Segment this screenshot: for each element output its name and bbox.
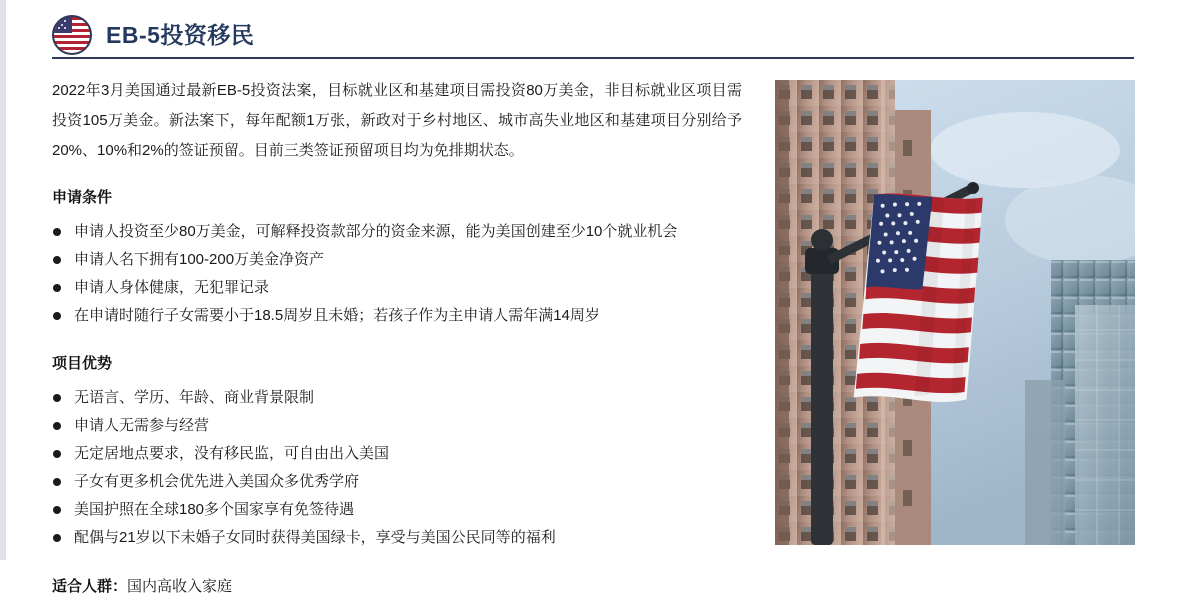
list-item bbox=[52, 524, 742, 552]
bullet-dot-icon bbox=[53, 284, 61, 292]
list-item bbox=[52, 440, 742, 468]
bullet-dot-icon bbox=[53, 228, 61, 236]
bullet-dot-icon bbox=[53, 478, 61, 486]
us-flag-cityscape-photo bbox=[775, 80, 1135, 545]
list-item bbox=[52, 384, 742, 412]
bullet-dot-icon bbox=[53, 422, 61, 430]
list-item bbox=[52, 246, 742, 274]
list-item-text: 申请人身体健康，无犯罪记录 bbox=[74, 279, 270, 296]
list-item bbox=[52, 412, 742, 440]
header-divider bbox=[52, 57, 1134, 59]
list-item bbox=[52, 496, 742, 524]
left-accent-bar bbox=[0, 0, 6, 560]
list-item-text: 子女有更多机会优先进入美国众多优秀学府 bbox=[74, 473, 360, 490]
list-item-text: 申请人投资至少80万美金，可解释投资款部分的资金来源，能为美国创建至少10个就业机会 bbox=[74, 223, 678, 240]
page-title: EB-5投资移民 bbox=[106, 21, 255, 48]
list-item-text: 配偶与21岁以下未婚子女同时获得美国绿卡，享受与美国公民同等的福利 bbox=[74, 529, 556, 546]
bullet-dot-icon bbox=[53, 394, 61, 402]
list-item-text: 申请人无需参与经营 bbox=[74, 417, 210, 434]
bullet-dot-icon bbox=[53, 506, 61, 514]
list-item-text: 申请人名下拥有100-200万美金净资产 bbox=[74, 251, 325, 268]
intro-paragraph: 2022年3月美国通过最新EB-5投资法案，目标就业区和基建项目需投资80万美金，非目标就业区项目需投资105万美金。新法案下，每年配额1万张，新政对于乡村地区、城市高失业地区和基建项目分别给予20%、10%和2%的签证预留。目前三类签证预留项目均为免排期状态。 bbox=[52, 82, 742, 159]
requirements-list bbox=[52, 218, 742, 330]
list-item bbox=[52, 302, 742, 330]
section-title-requirements: 申请条件 bbox=[52, 189, 113, 206]
target-audience-label: 适合人群： bbox=[52, 578, 128, 595]
list-item-text: 在申请时随行子女需要小于18.5周岁且未婚；若孩子作为主申请人需年满14周岁 bbox=[74, 307, 600, 324]
us-flag-icon bbox=[52, 15, 92, 55]
section-title-advantages: 项目优势 bbox=[52, 355, 113, 372]
list-item bbox=[52, 274, 742, 302]
target-audience bbox=[52, 574, 742, 600]
advantages-list bbox=[52, 384, 742, 552]
list-item-text: 无语言、学历、年龄、商业背景限制 bbox=[74, 389, 315, 406]
list-item-text: 无定居地点要求，没有移民监，可自由出入美国 bbox=[74, 445, 390, 462]
list-item bbox=[52, 218, 742, 246]
bullet-dot-icon bbox=[53, 312, 61, 320]
bullet-dot-icon bbox=[53, 256, 61, 264]
content-column bbox=[52, 76, 742, 600]
target-audience-value: 国内高收入家庭 bbox=[127, 578, 233, 595]
bullet-dot-icon bbox=[53, 534, 61, 542]
page-header bbox=[52, 14, 1132, 56]
list-item bbox=[52, 468, 742, 496]
list-item-text: 美国护照在全球180多个国家享有免签待遇 bbox=[74, 501, 355, 518]
flag-canton bbox=[54, 17, 72, 33]
bullet-dot-icon bbox=[53, 450, 61, 458]
